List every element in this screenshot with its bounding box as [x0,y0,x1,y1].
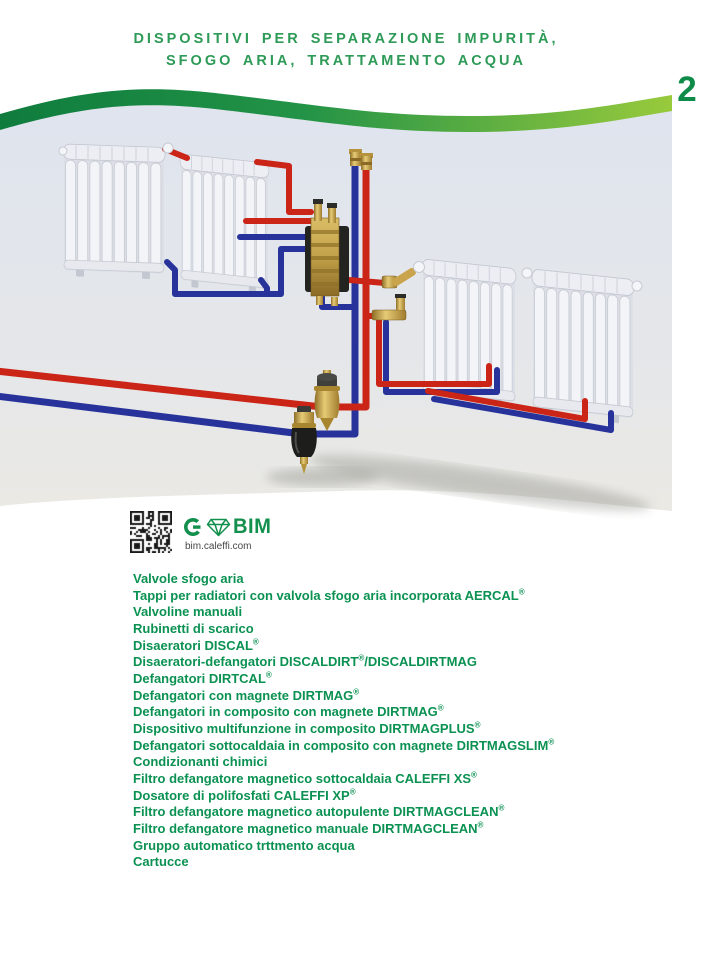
device-shadow [266,468,378,486]
toc-item: Filtro defangatore magnetico sottocaldaia CALEFFI XS® [133,770,477,786]
bim-url: bim.caleffi.com [185,541,252,552]
toc-item: Defangatori sottocaldaia in composito con magnete DIRTMAGSLIM® [133,737,555,753]
toc-item: Tappi per radiatori con valvola sfogo aria incorporata AERCAL® [133,587,525,603]
toc-item: Defangatori DIRTCAL® [133,670,272,686]
toc-item: Filtro defangatore magnetico manuale DIRTMAGCLEAN® [133,820,484,836]
toc-item: Valvoline manuali [133,604,243,620]
toc-item: Condizionanti chimici [133,754,268,770]
radiator-1 [63,144,165,280]
bim-logo-text: BIM [233,515,272,538]
toc-item: Gruppo automatico trttmento acqua [133,837,355,853]
toc-item: Dispositivo multifunzione in composito DIRTMAGPLUS® [133,720,481,736]
caleffi-c-logo [183,515,204,539]
chapter-contents-list [133,571,554,871]
toc-item: Dosatore di polifosfati CALEFFI XP® [133,787,356,803]
toc-item: Disaeratori DISCAL® [133,637,259,653]
toc-item: Valvole sfogo aria [133,571,244,586]
page-title-line1: DISPOSITIVI PER SEPARAZIONE IMPURITÀ, [133,31,559,47]
chapter-number: 2 [677,70,697,109]
qr-code [130,511,172,553]
bim-logo [183,514,273,540]
toc-item: Cartucce [133,854,189,870]
toc-item: Defangatori con magnete DIRTMAG® [133,687,360,703]
page-title-line2: SFOGO ARIA, TRATTAMENTO ACQUA [166,53,526,69]
toc-item: Rubinetti di scarico [133,620,254,636]
toc-item: Disaeratori-defangatori DISCALDIRT®/DISCALDIRTMAG [133,653,477,670]
diamond-icon [206,515,231,539]
toc-item: Defangatori in composito con magnete DIRTMAG® [133,703,444,720]
toc-item: Filtro defangatore magnetico autopulente DIRTMAGCLEAN® [133,803,505,820]
radiator-2 [180,154,269,295]
